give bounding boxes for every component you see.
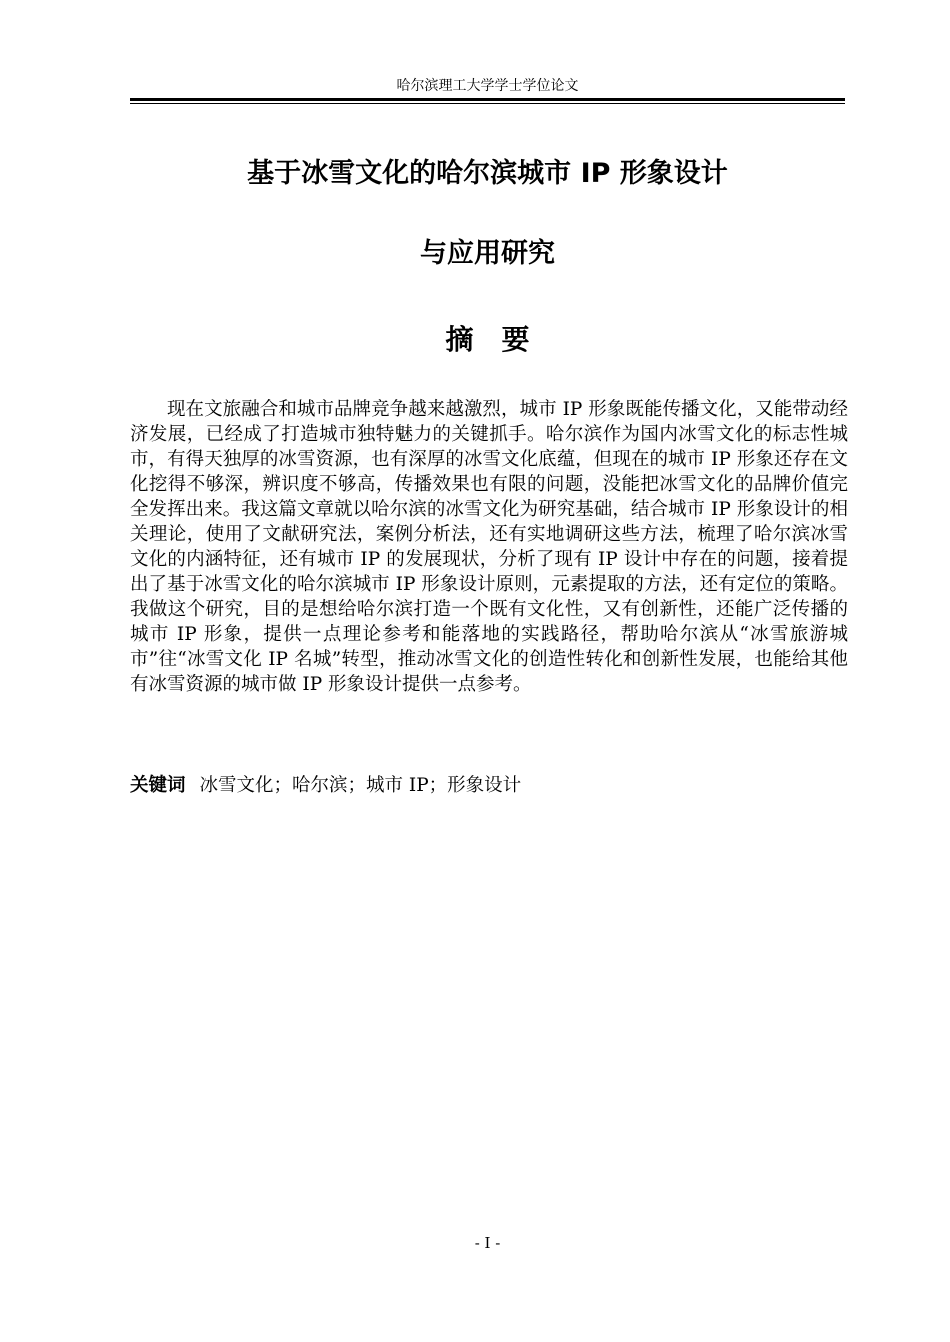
header-rule-thick [130, 98, 845, 101]
keywords-label: 关键词 [130, 775, 186, 796]
page-number: - I - [474, 1234, 501, 1252]
thesis-title-line-2: 与应用研究 [420, 238, 555, 269]
thesis-title-line-1: 基于冰雪文化的哈尔滨城市 IP 形象设计 [247, 158, 728, 189]
abstract-body: 现在文旅融合和城市品牌竞争越来越激烈，城市 IP 形象既能传播文化，又能带动经济发展，已经成了打造城市独特魅力的关键抓手。哈尔滨作为国内冰雪文化的标志性城市，有得天独厚的冰雪资源，也有深厚的冰雪文化底蕴，但现在的城市 IP 形象还存在文化挖得不够深，辨识度不够高，传播效果也有限的问题，没能把冰雪文化的品牌价值完全发挥出来。我这篇文章就以哈尔滨的冰雪文化为研究基础，结合城市 IP 形象设计的相关理论，使用了文献研究法，案例分析法，还有实地调研这些方法，梳理了哈尔滨冰雪文化的内涵特征，还有城市 IP 的发展现状，分析了现有 IP 设计中存在的问题，接着提出了基于冰雪文化的哈尔滨城市 IP 形象设计原则，元素提取的方法，还有定位的策略。我做这个研究，目的是想给哈尔滨打造一个既有文化性，又有创新性，还能广泛传播的城市 IP 形象，提供一点理论参考和能落地的实践路径，帮助哈尔滨从“冰雪旅游城市”往“冰雪文化 IP 名城”转型，推动冰雪文化的创造性转化和创新性发展，也能给其他有冰雪资源的城市做 IP 形象设计提供一点参考。 [130, 399, 848, 695]
keywords-line [130, 773, 845, 799]
keywords-value: 冰雪文化；哈尔滨；城市 IP；形象设计 [199, 775, 522, 796]
header-rule-thin [130, 103, 845, 104]
abstract-heading: 摘要 [445, 323, 558, 356]
running-header: 哈尔滨理工大学学士学位论文 [396, 78, 579, 94]
